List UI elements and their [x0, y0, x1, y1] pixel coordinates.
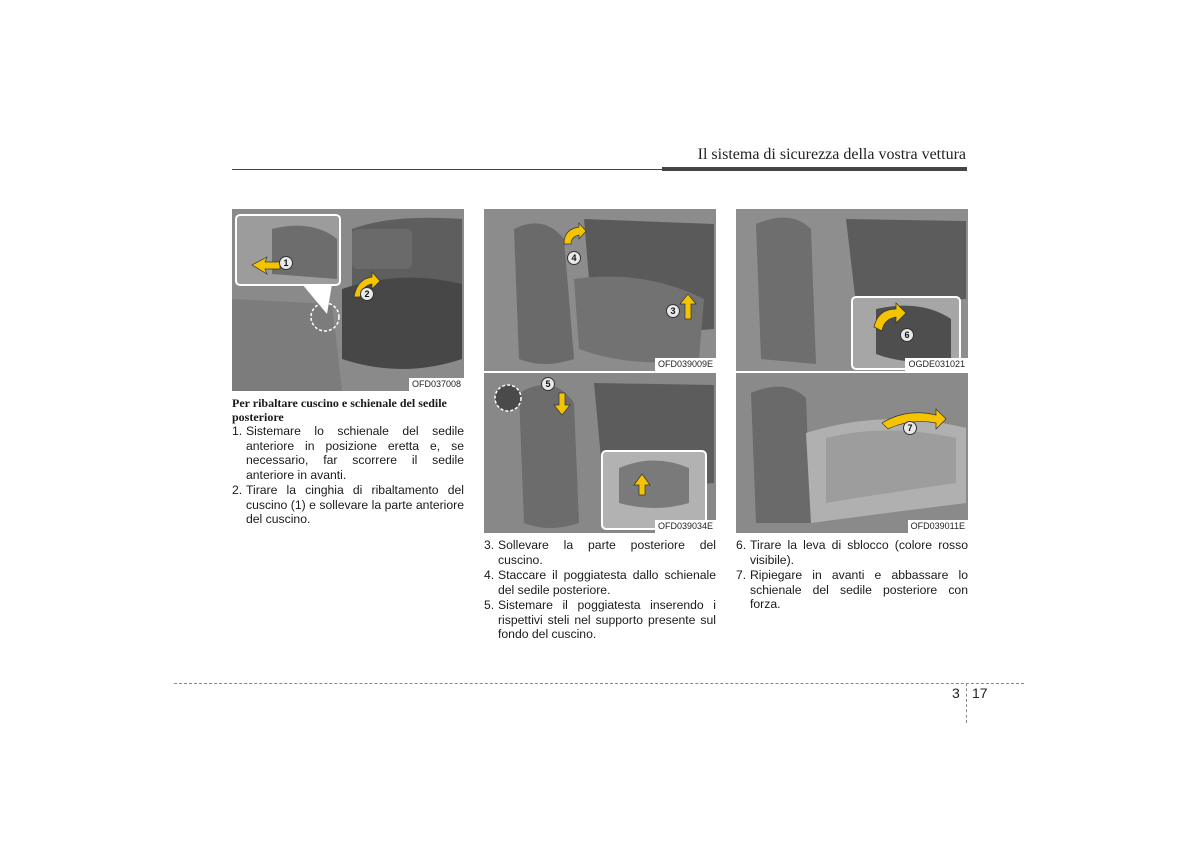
step-number: 1. [232, 424, 243, 438]
page-header-title: Il sistema di sicurezza della vostra vettura [697, 146, 966, 163]
step-2 [232, 483, 464, 527]
step-text: Ripiegare in avanti e abbassare lo schienale del sedile posteriore con forza. [750, 568, 968, 611]
seat-illustration-1 [232, 209, 464, 391]
footer-divider [966, 683, 967, 723]
figure-code: OFD037008 [409, 378, 464, 391]
callout-3: 3 [666, 304, 680, 318]
step-number: 6. [736, 538, 747, 552]
seat-illustration-4 [736, 209, 968, 371]
figure-lift-cushion [484, 209, 716, 371]
callout-6: 6 [900, 328, 914, 342]
step-text: Staccare il poggiatesta dallo schienale del sedile posteriore. [498, 568, 716, 597]
seat-illustration-3 [484, 373, 716, 533]
step-text: Tirare la leva di sblocco (colore rosso visibile). [750, 538, 968, 567]
callout-2: 2 [360, 287, 374, 301]
step-1 [232, 424, 464, 482]
seat-illustration-5 [736, 373, 968, 533]
callout-5: 5 [541, 377, 555, 391]
step-5 [484, 598, 716, 642]
step-number: 7. [736, 568, 747, 582]
step-3 [484, 538, 716, 567]
callout-1: 1 [279, 256, 293, 270]
figure-release-lever [736, 209, 968, 371]
chapter-number: 3 [952, 685, 960, 701]
figure-code: OFD039011E [908, 520, 968, 533]
figure-code: OFD039009E [655, 358, 716, 371]
figure-fold-cushion [232, 209, 464, 391]
step-number: 4. [484, 568, 495, 582]
step-6 [736, 538, 968, 567]
step-text: Sistemare lo schienale del sedile anteriore in posizione eretta e, se necessario, far scorrere il sedile anteriore in avanti. [246, 424, 464, 482]
seat-illustration-2 [484, 209, 716, 371]
column1-text [232, 396, 464, 528]
header-rule-thin [232, 169, 662, 170]
step-text: Sistemare il poggiatesta inserendo i rispettivi steli nel supporto presente sul fondo del cuscino. [498, 598, 716, 641]
step-7 [736, 568, 968, 612]
figure-code: OFD039034E [655, 520, 716, 533]
column2-text [484, 538, 716, 643]
figure-headrest-storage [484, 373, 716, 533]
page-number: 17 [972, 685, 988, 701]
step-number: 5. [484, 598, 495, 612]
callout-4: 4 [567, 251, 581, 265]
column3-text [736, 538, 968, 613]
callout-7: 7 [903, 421, 917, 435]
section-heading: Per ribaltare cuscino e schienale del sedile posteriore [232, 396, 447, 424]
header-rule-thick [662, 167, 967, 171]
figure-code: OGDE031021 [905, 358, 968, 371]
step-text: Sollevare la parte posteriore del cuscino. [498, 538, 716, 567]
footer-rule [174, 683, 1024, 684]
step-4 [484, 568, 716, 597]
step-number: 2. [232, 483, 243, 497]
step-text: Tirare la cinghia di ribaltamento del cuscino (1) e sollevare la parte anteriore del cuscino. [246, 483, 464, 526]
figure-fold-seatback [736, 373, 968, 533]
step-number: 3. [484, 538, 495, 552]
